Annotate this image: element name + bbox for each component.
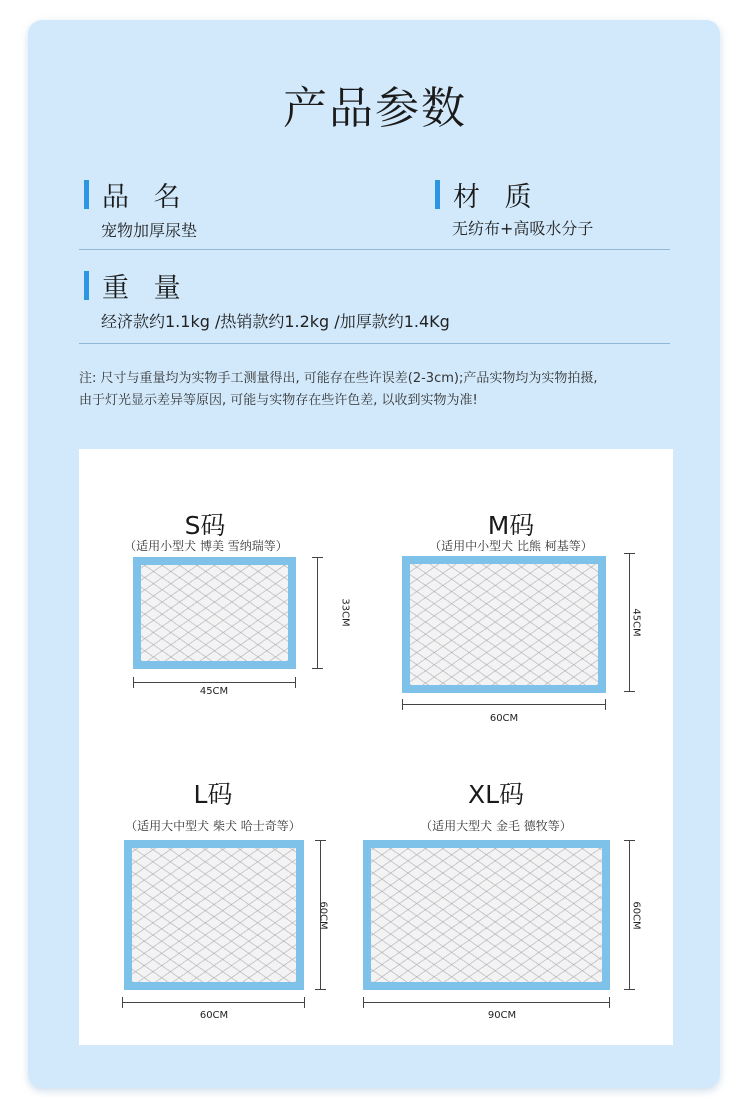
accent-bar — [84, 271, 89, 300]
accent-bar — [84, 180, 89, 209]
divider — [79, 249, 670, 250]
size-xl-title: XL码 — [467, 780, 525, 809]
spec-name-value: 宠物加厚尿垫 — [101, 221, 198, 240]
size-m-width-dimension — [402, 699, 606, 709]
size-s-height-dimension — [312, 557, 322, 669]
disclaimer-note: 注: 尺寸与重量均为实物手工测量得出, 可能存在些许误差(2-3cm);产品实物均为实物拍摄, 由于灯光显示差异等原因, 可能与实物存在些许色差, 以收到实物为准! — [79, 371, 598, 408]
size-s-desc: （适用小型犬 博美 雪纳瑞等） — [124, 539, 288, 553]
spec-material-value: 无纺布+高吸水分子 — [452, 219, 594, 238]
size-xl-pad — [363, 840, 610, 990]
size-s-height-label: 33CM — [339, 598, 351, 627]
size-l-pad — [124, 840, 304, 990]
size-m-width-label: 60CM — [489, 713, 519, 724]
size-xl-width-label: 90CM — [487, 1010, 517, 1021]
size-l-height-label: 60CM — [317, 901, 329, 930]
spec-name-label: 品 名 — [84, 175, 189, 214]
size-l-desc: （适用大中型犬 柴犬 哈士奇等） — [125, 819, 301, 833]
page-title: 产品参数 — [283, 83, 467, 134]
divider — [79, 343, 670, 344]
size-s-width-label: 45CM — [199, 686, 229, 697]
size-l-title: L码 — [193, 780, 233, 809]
size-s-title: S码 — [184, 511, 226, 540]
spec-material-label: 材 质 — [435, 175, 540, 214]
size-diagram-panel — [79, 449, 673, 1045]
spec-weight-label: 重 量 — [84, 266, 189, 305]
size-m-pad — [402, 556, 606, 693]
accent-bar — [435, 180, 440, 209]
size-m-desc: （适用中小型犬 比熊 柯基等） — [429, 539, 593, 553]
size-m-title: M码 — [487, 511, 535, 540]
size-l-width-dimension — [122, 997, 305, 1007]
size-xl-desc: （适用大型犬 金毛 德牧等） — [420, 819, 572, 833]
size-m-height-label: 45CM — [630, 608, 642, 637]
size-s-pad — [133, 557, 296, 669]
size-l-width-label: 60CM — [199, 1010, 229, 1021]
size-xl-width-dimension — [363, 997, 610, 1007]
spec-weight-value: 经济款约1.1kg /热销款约1.2kg /加厚款约1.4Kg — [101, 312, 450, 331]
size-xl-height-label: 60CM — [630, 901, 642, 930]
